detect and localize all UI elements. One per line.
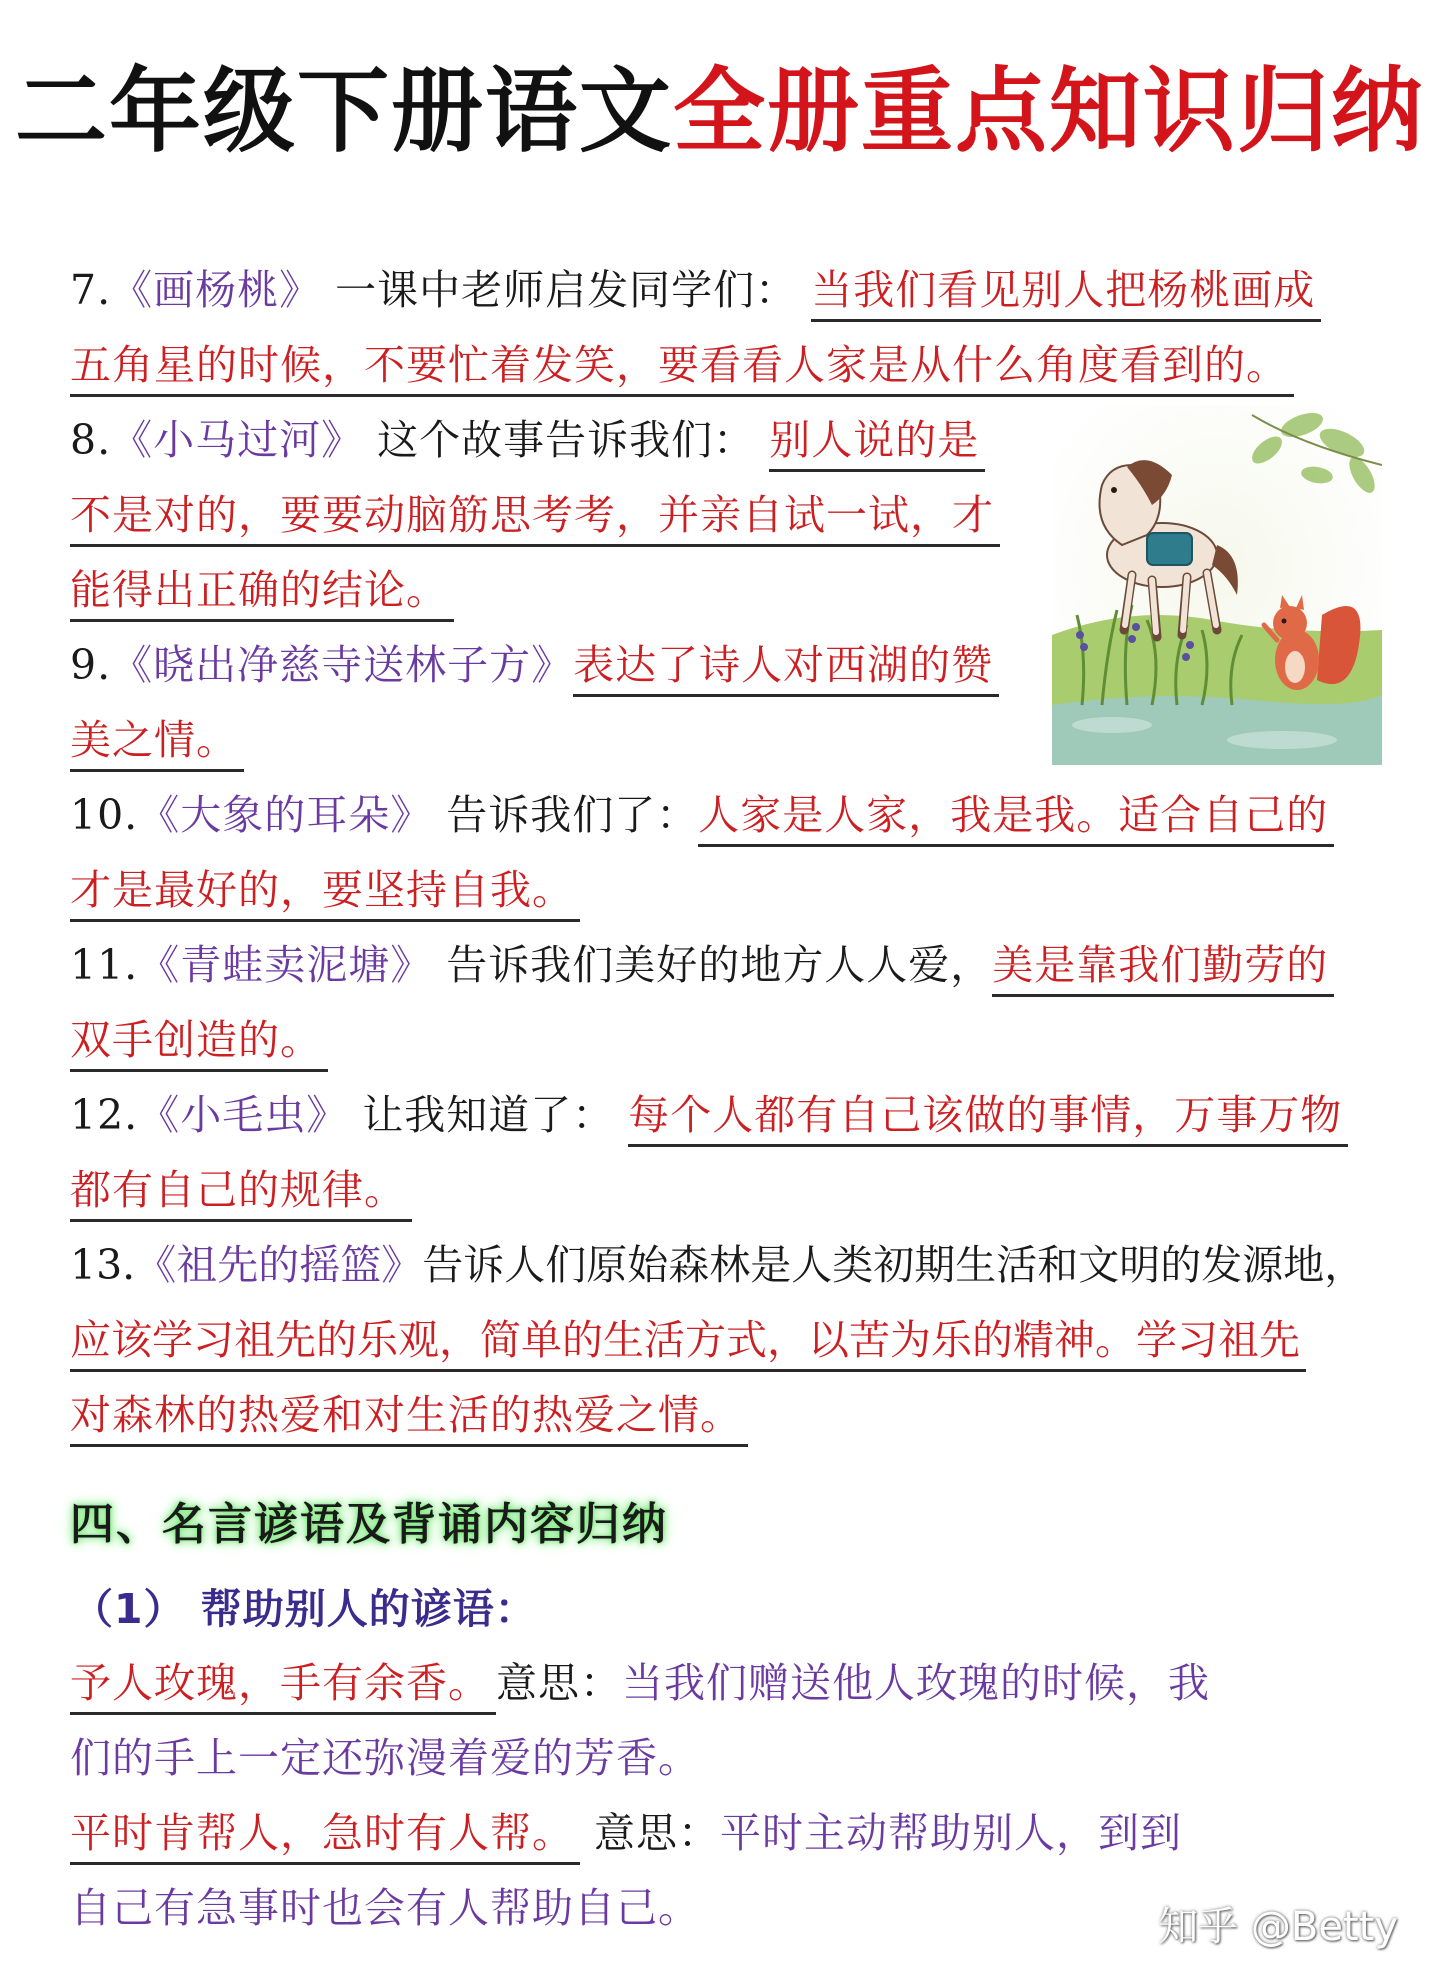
item-number: 10.	[70, 791, 139, 839]
proverb-2-line-1	[70, 1798, 1182, 1868]
proverb-text: 予人玫瑰，手有余香。	[70, 1654, 496, 1715]
book-title: 《小毛虫》	[138, 1091, 349, 1139]
item-number: 13.	[70, 1241, 136, 1289]
answer-text: 当我们看见别人把杨桃画成	[811, 261, 1321, 322]
section-heading: 四、名言谚语及背诵内容归纳	[70, 1499, 668, 1550]
proverb-1-line-2	[70, 1723, 700, 1793]
proverb-1-line-1	[70, 1648, 1210, 1718]
item-8-line-1	[70, 405, 985, 475]
meaning-text: 们的手上一定还弥漫着爱的芳香。	[70, 1734, 700, 1782]
answer-text: 能得出正确的结论。	[70, 561, 454, 622]
item-number: 12.	[70, 1091, 139, 1139]
item-8-line-3	[70, 555, 454, 625]
answer-text: 才是最好的，要坚持自我。	[70, 861, 580, 922]
answer-text: 不是对的，要要动脑筋思考考，并亲自试一试，才	[70, 486, 1000, 547]
meaning-label: 意思：	[580, 1809, 721, 1857]
book-title: 《画杨桃》	[111, 266, 322, 314]
answer-text: 双手创造的。	[70, 1011, 328, 1072]
item-number: 9.	[70, 641, 112, 689]
lead-text: 这个故事告诉我们：	[363, 416, 770, 464]
answer-text: 都有自己的规律。	[70, 1161, 412, 1222]
lead-text: 让我知道了：	[348, 1091, 629, 1139]
item-10-line-1	[70, 780, 1334, 850]
book-title: 《大象的耳朵》	[138, 791, 433, 839]
answer-text: 对森林的热爱和对生活的热爱之情。	[70, 1386, 748, 1447]
answer-text: 美之情。	[70, 711, 244, 772]
meaning-text: 自己有急事时也会有人帮助自己。	[70, 1884, 700, 1932]
item-11-line-1	[70, 930, 1334, 1000]
page-title	[0, 52, 1440, 172]
answer-text: 每个人都有自己该做的事情，万事万物	[628, 1086, 1348, 1147]
meaning-text: 平时主动帮助别人，到到	[720, 1809, 1183, 1857]
answer-text: 别人说的是	[769, 411, 985, 472]
book-title: 《祖先的摇篮》	[135, 1241, 423, 1289]
item-7-line-2	[70, 330, 1294, 400]
item-10-line-2	[70, 855, 580, 925]
answer-text: 应该学习祖先的乐观，简单的生活方式，以苦为乐的精神。学习祖先	[70, 1311, 1306, 1372]
meaning-text: 当我们赠送他人玫瑰的时候，我	[622, 1659, 1210, 1707]
answer-text: 五角星的时候，不要忙着发笑，要看看人家是从什么角度看到的。	[70, 336, 1294, 397]
title-black: 二年级下册语文	[14, 58, 673, 165]
answer-text: 表达了诗人对西湖的赞	[573, 636, 999, 697]
item-number: 11.	[70, 941, 139, 989]
lead-text: 告诉我们美好的地方人人爱，	[432, 941, 993, 989]
item-13-line-2	[70, 1305, 1306, 1375]
book-title: 《小马过河》	[111, 416, 364, 464]
book-title: 《晓出净慈寺送林子方》	[111, 641, 574, 689]
book-title: 《青蛙卖泥塘》	[138, 941, 433, 989]
meaning-label: 意思：	[496, 1659, 622, 1707]
item-9-line-1	[70, 630, 999, 700]
proverb-text: 平时肯帮人，急时有人帮。	[70, 1804, 580, 1865]
lead-text: 告诉人们原始森林是人类初期生活和文明的发源地，	[422, 1241, 1366, 1289]
lead-text: 告诉我们了：	[432, 791, 699, 839]
lead-text: 一课中老师启发同学们：	[321, 266, 812, 314]
item-13-line-1	[70, 1230, 1365, 1300]
zhihu-watermark: 知乎 @Betty	[1158, 1904, 1398, 1950]
item-12-line-2	[70, 1155, 412, 1225]
item-13-line-3	[70, 1380, 748, 1450]
item-number: 7.	[70, 266, 112, 314]
subsection-heading: （1） 帮助别人的谚语：	[72, 1585, 537, 1633]
proverb-2-line-2	[70, 1873, 700, 1943]
item-11-line-2	[70, 1005, 328, 1075]
answer-text: 人家是人家，我是我。适合自己的	[698, 786, 1334, 847]
item-8-line-2	[70, 480, 1000, 550]
title-red: 全册重点知识归纳	[673, 58, 1426, 165]
item-number: 8.	[70, 416, 112, 464]
item-7-line-1	[70, 255, 1321, 325]
item-9-line-2	[70, 705, 244, 775]
answer-text: 美是靠我们勤劳的	[992, 936, 1334, 997]
pony-squirrel-illustration	[1052, 405, 1382, 765]
item-12-line-1	[70, 1080, 1348, 1150]
